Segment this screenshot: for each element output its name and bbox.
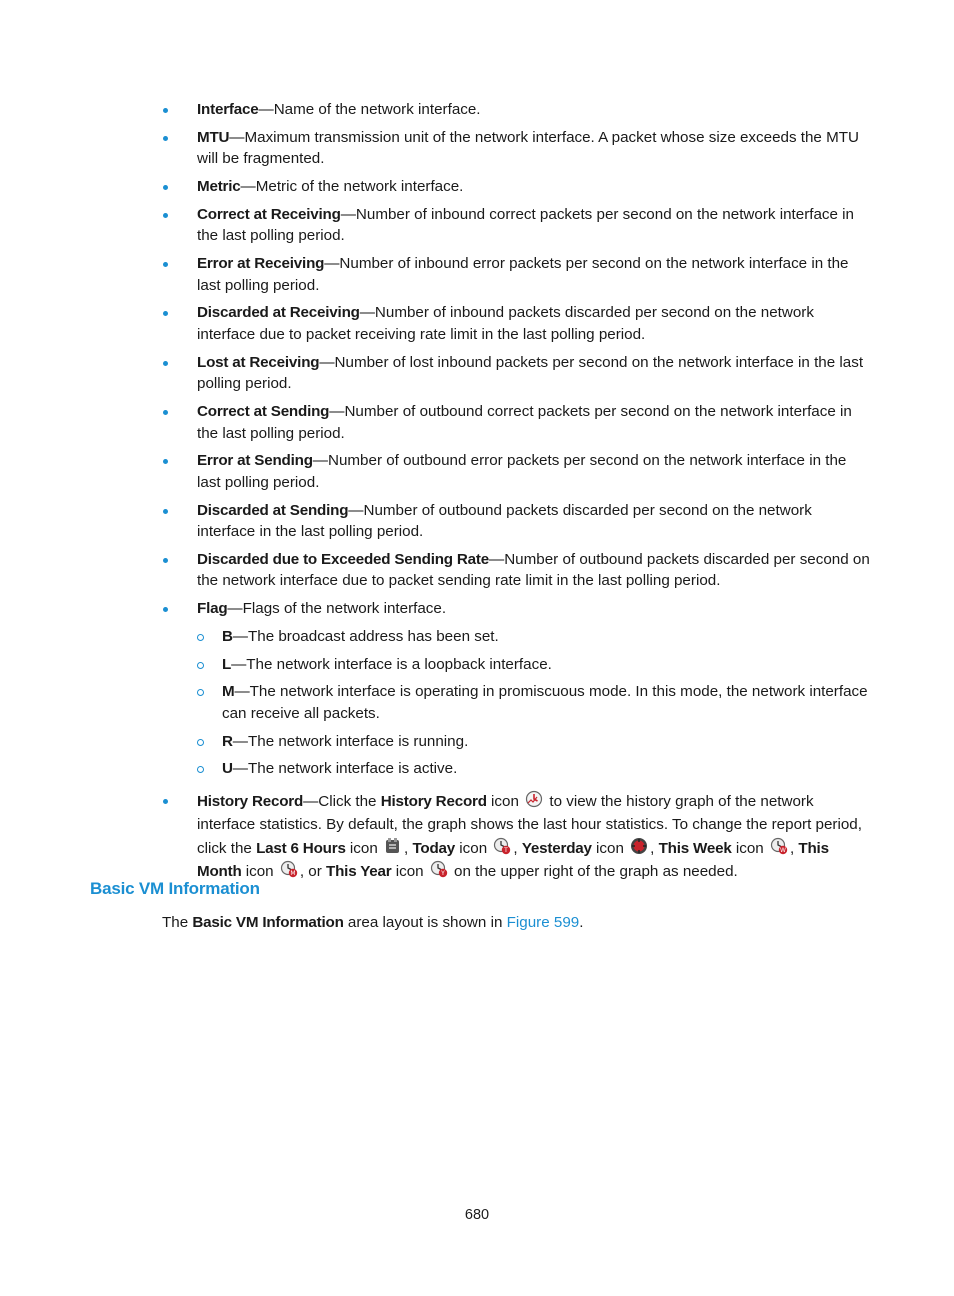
text: icon xyxy=(731,839,768,857)
yesterday-label: Yesterday xyxy=(521,839,592,857)
flag-item xyxy=(197,758,872,780)
text: icon xyxy=(345,839,382,857)
term-lost-at-receiving: Lost at Receiving xyxy=(197,353,320,371)
text: icon xyxy=(455,839,492,857)
this-month-icon[interactable] xyxy=(280,860,298,878)
list-item xyxy=(162,253,872,296)
list-item xyxy=(162,598,872,780)
flag-l: L xyxy=(222,655,232,673)
term-correct-at-sending: Correct at Sending xyxy=(197,403,330,421)
text: on the upper right of the graph as needed. xyxy=(449,863,738,881)
this-week-icon[interactable] xyxy=(770,837,788,855)
term-history-record: History Record xyxy=(197,792,304,810)
text: , xyxy=(789,839,799,857)
history-record-icon[interactable] xyxy=(525,790,543,808)
list-item xyxy=(162,99,872,121)
flag-u: U xyxy=(222,760,233,778)
flag-description: —The network interface is a loopback interface. xyxy=(231,655,552,673)
field-description-list xyxy=(162,99,872,890)
figure-link[interactable]: Figure 599 xyxy=(506,914,580,931)
flag-description: —The network interface is running. xyxy=(232,732,469,750)
term-interface: Interface xyxy=(197,101,259,118)
text: , xyxy=(650,839,659,857)
svg-text:M: M xyxy=(290,870,296,878)
term-discarded-at-receiving: Discarded at Receiving xyxy=(197,304,360,322)
this-week-label: This Week xyxy=(658,839,732,857)
list-item xyxy=(162,401,872,444)
term-error-at-sending: Error at Sending xyxy=(197,452,313,470)
list-item xyxy=(162,352,872,395)
text: , xyxy=(513,839,522,857)
text: —Click the xyxy=(303,792,381,810)
description: —Flags of the network interface. xyxy=(227,600,447,618)
section-intro xyxy=(162,912,583,934)
list-item xyxy=(162,176,872,198)
flag-item xyxy=(197,626,872,648)
list-item xyxy=(162,204,872,247)
area-name: Basic VM Information xyxy=(192,914,344,931)
this-year-icon[interactable] xyxy=(430,860,448,878)
list-item xyxy=(162,500,872,543)
last-6-hours-icon[interactable] xyxy=(384,837,402,855)
flag-description: —The network interface is active. xyxy=(232,760,458,778)
flag-item xyxy=(197,654,872,676)
svg-text:W: W xyxy=(779,847,786,855)
flag-r: R xyxy=(222,732,233,750)
term-discarded-due-to-exceeded-sending-rate: Discarded due to Exceeded Sending Rate xyxy=(197,550,490,568)
term-error-at-receiving: Error at Receiving xyxy=(197,255,325,273)
flag-list xyxy=(197,626,872,780)
text: The xyxy=(162,914,193,931)
description: —Metric of the network interface. xyxy=(240,178,464,196)
flag-b: B xyxy=(222,627,233,645)
flag-item xyxy=(197,681,872,724)
text: icon xyxy=(241,863,278,881)
list-item xyxy=(162,302,872,345)
term-metric: Metric xyxy=(197,178,241,196)
description: —Number of lost inbound packets per second on the network interface in the last polling period. xyxy=(197,353,864,393)
description: —Maximum transmission unit of the network interface. A packet whose size exceeds the MTU will be fragmented. xyxy=(197,128,859,168)
flag-m: M xyxy=(222,683,235,701)
text: to view the history graph of the network interface statistics. By default, the graph shows the last hour statistics. To change the report period, click the xyxy=(197,792,862,857)
term-flag: Flag xyxy=(197,600,228,618)
description: —Number of inbound correct packets per second on the network interface in the last polling period. xyxy=(197,205,854,245)
description: —Number of inbound error packets per second on the network interface in the last polling period. xyxy=(197,255,849,294)
description: —Number of inbound packets discarded per second on the network interface due to packet receiving rate limit in the last polling period. xyxy=(197,304,814,343)
flag-description: —The network interface is operating in promiscuous mode. In this mode, the network interface can receive all packets. xyxy=(222,683,868,722)
text: icon xyxy=(486,792,524,810)
text: , or xyxy=(299,863,327,881)
text: , xyxy=(404,839,413,857)
flag-description: —The broadcast address has been set. xyxy=(232,627,499,645)
term-mtu: MTU xyxy=(197,128,230,146)
description: —Number of outbound error packets per second on the network interface in the last polling period. xyxy=(197,452,847,491)
this-month-label: This Month xyxy=(197,839,829,881)
list-item xyxy=(162,790,872,884)
list-item xyxy=(162,127,872,170)
text: icon xyxy=(391,863,428,881)
today-icon[interactable] xyxy=(493,837,511,855)
svg-text:T: T xyxy=(504,847,509,855)
history-record-label: History Record xyxy=(380,792,487,810)
term-correct-at-receiving: Correct at Receiving xyxy=(197,205,341,223)
text: icon xyxy=(591,839,629,857)
description: —Number of outbound packets discarded per second on the network interface due to packet sending rate limit in the last polling period. xyxy=(197,550,870,590)
text: . xyxy=(579,914,584,931)
svg-text:Y: Y xyxy=(440,870,445,878)
page-number: 680 xyxy=(464,1207,490,1223)
description: —Name of the network interface. xyxy=(258,101,481,118)
section-heading: Basic VM Information xyxy=(90,879,260,898)
flag-item xyxy=(197,731,872,753)
today-label: Today xyxy=(412,839,456,857)
term-discarded-at-sending: Discarded at Sending xyxy=(197,501,349,519)
last-6-hours-label: Last 6 Hours xyxy=(256,839,346,857)
list-item xyxy=(162,450,872,493)
description: —Number of outbound packets discarded per second on the network interface in the last polling period. xyxy=(197,501,812,541)
list-item xyxy=(162,549,872,592)
description: —Number of outbound correct packets per second on the network interface in the last polling period. xyxy=(197,403,852,442)
yesterday-icon[interactable] xyxy=(630,837,648,855)
text: area layout is shown in xyxy=(343,914,507,931)
this-year-label: This Year xyxy=(326,863,392,881)
